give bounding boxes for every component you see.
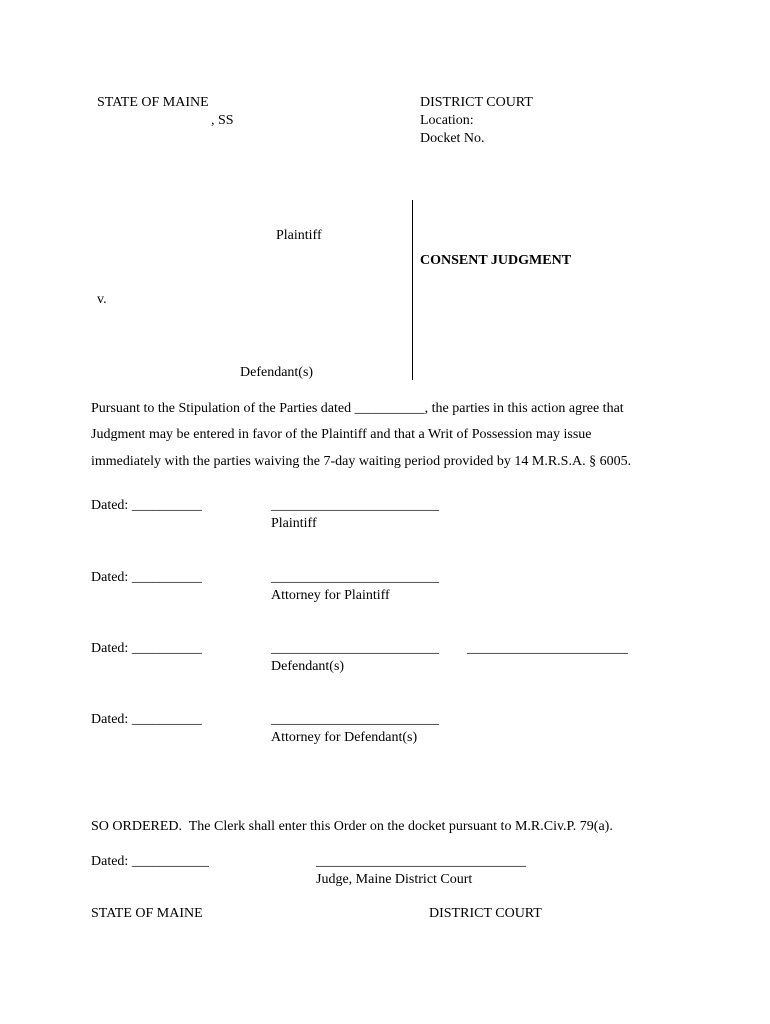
caption-divider — [412, 200, 413, 380]
caption-versus: v. — [97, 292, 107, 307]
header-docket-label: Docket No. — [420, 131, 485, 146]
signature-attorney-plaintiff-label: Attorney for Plaintiff — [271, 588, 390, 603]
order-dated: Dated: ___________ — [91, 854, 209, 869]
order-judge-signature-line: ______________________________ — [316, 854, 526, 869]
document-title: CONSENT JUDGMENT — [420, 253, 572, 268]
signature-attorney-plaintiff-line: ________________________ — [271, 570, 439, 585]
order-text: SO ORDERED. The Clerk shall enter this Order on the docket pursuant to M.R.Civ.P. 79(a). — [91, 819, 613, 834]
signature-attorney-plaintiff-dated: Dated: __________ — [91, 570, 202, 585]
header-court: DISTRICT COURT — [420, 95, 533, 110]
caption-defendant-label: Defendant(s) — [240, 365, 314, 380]
signature-attorney-defendant-label: Attorney for Defendant(s) — [271, 730, 418, 745]
footer-court: DISTRICT COURT — [429, 906, 542, 921]
signature-plaintiff-label: Plaintiff — [271, 516, 317, 531]
signature-plaintiff-dated: Dated: __________ — [91, 498, 202, 513]
caption-plaintiff-label: Plaintiff — [276, 228, 322, 243]
header-county-suffix: , SS — [211, 113, 234, 128]
footer-state: STATE OF MAINE — [91, 906, 203, 921]
body-paragraph-line-2: Judgment may be entered in favor of the Plaintiff and that a Writ of Possession may issue — [91, 427, 592, 442]
body-paragraph-line-3: immediately with the parties waiving the 7-day waiting period provided by 14 M.R.S.A. § 6005. — [91, 454, 632, 469]
signature-defendant-line: ________________________ — [271, 641, 439, 656]
header-location-label: Location: — [420, 113, 474, 128]
signature-attorney-defendant-line: ________________________ — [271, 712, 439, 727]
order-judge-label: Judge, Maine District Court — [316, 872, 473, 887]
signature-plaintiff-line: ________________________ — [271, 498, 439, 513]
header-state: STATE OF MAINE — [97, 95, 209, 110]
body-paragraph-line-1: Pursuant to the Stipulation of the Parties dated __________, the parties in this action agree that — [91, 401, 624, 416]
signature-defendant-label: Defendant(s) — [271, 659, 345, 674]
signature-defendant-line-2: _______________________ — [467, 641, 628, 656]
signature-attorney-defendant-dated: Dated: __________ — [91, 712, 202, 727]
signature-defendant-dated: Dated: __________ — [91, 641, 202, 656]
